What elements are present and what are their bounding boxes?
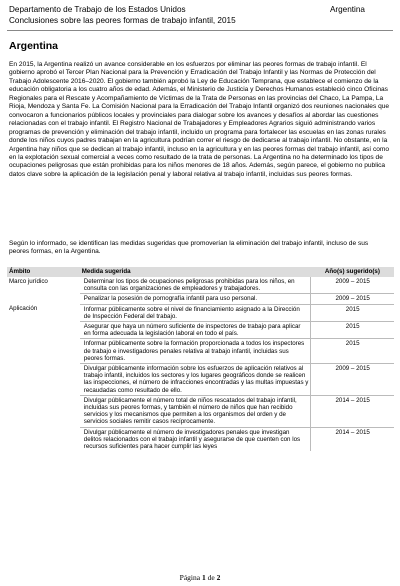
table-header-row [7,267,394,277]
header-report-title: Conclusiones sobre las peores formas de trabajo infantil, 2015 [9,16,236,25]
table-row [7,364,394,396]
row-area [7,364,80,396]
row-area [7,294,80,304]
row-measure: Divulgar públicamente información sobre los esfuerzos de aplicación relativos al trabajo infantil, incluidos los sectores y los lugares geográficos donde se realicen las inspecciones, el número de infracciones encontradas y las multas impuestas y recaudadas como resultado de ello. [80,364,311,396]
intro-paragraph: En 2015, la Argentina realizó un avance considerable en los esfuerzos por eliminar las peores formas de trabajo infantil. El gobierno aprobó el Tercer Plan Nacional para la Prevención y Erradicación del Trabajo Infantil y las Normas de Protección del Trabajo Adolescente 2016–2020. El gobierno también aprobó la Ley de Educación Temprana, que establece el comienzo de la educación obligatoria a los cuatro años de edad. Además, el Ministerio de Justicia y Derechos Humanos estableció cinco Oficinas Regionales para el Rescate y Acompañamiento de Víctimas de la Trata de Personas en las provincias del Chaco, La Pampa, La Rioja, Mendoza y Santa Fe. La Comisión Nacional para la Erradicación del Trabajo Infantil organizó dos reuniones nacionales que convocaron a funcionarios públicos locales y provinciales para dialogar sobre los avances y desafíos al abordar las cuestiones relacionadas con el trabajo infantil. El Registro Nacional de Trabajadores y Empleadores Agrarios siguió administrando varios programas de prevención y eliminación del trabajo infantil, incluido un programa para fortalecer las escuelas en las zonas rurales donde los niños cuyos padres trabajan en la agricultura podrían correr el riesgo de dedicarse al trabajo infantil. No obstante, en la Argentina hay niños que se dedican al trabajo infantil, incluso en la agricultura y en las peores formas del trabajo infantil, así como en la explotación sexual comercial a veces como resultado de la trata de personas. La Argentina no ha determinado los tipos de ocupaciones peligrosas que están prohibidas para los niños menores de 18 años. Además, según parece, el gobierno no publica datos clave sobre la aplicación de la legislación penal y laboral relativa al trabajo infantil, incluidas sus peores formas. [9,61,390,178]
row-years: 2009 – 2015 [335,278,370,285]
column-header-area: Ámbito [7,267,80,277]
table-row [7,339,394,364]
row-years: 2009 – 2015 [311,364,394,396]
row-years: 2014 – 2015 [311,395,394,427]
footer-page-word: Página [179,573,201,582]
row-area [7,339,80,364]
row-measure: Asegurar que haya un número suficiente de inspectores de trabajo para aplicar en forma adecuada la legislación laboral en todo el país. [80,322,311,339]
row-years: 2015 [311,322,394,339]
row-years: 2014 – 2015 [311,427,394,451]
row-area: Marco jurídico [9,278,48,285]
footer-of-word: de [207,573,215,582]
section-title: Argentina [9,40,59,52]
header-agency: Departamento de Trabajo de los Estados Unidos [9,5,186,14]
suggested-actions-table [7,267,394,451]
row-measure: Informar públicamente sobre el nivel de financiamiento asignado a la Dirección de Inspección Federal del trabajo. [80,304,311,321]
page-footer [0,573,400,582]
row-measure: Informar públicamente sobre la formación proporcionada a todos los inspectores de trabajo e investigadores penales relativa al trabajo infantil, incluidas sus peores formas. [80,339,311,364]
row-area [7,322,80,339]
row-measure: Penalizar la posesión de pornografía infantil para uso personal. [80,294,311,304]
header-country: Argentina [329,5,365,14]
column-header-years: Año(s) sugerido(s) [311,267,394,277]
table-row [7,277,394,294]
row-area [7,427,80,451]
row-area: Aplicación [9,305,38,313]
footer-page-number: 1 [201,573,206,582]
header-divider [7,30,393,31]
column-header-measure: Medida sugerida [80,267,311,277]
table-row [7,304,394,321]
row-years: 2015 [311,304,394,321]
row-area [7,395,80,427]
row-years: 2015 [311,339,394,364]
row-years: 2009 – 2015 [311,294,394,304]
row-measure: Divulgar públicamente el número de investigadores penales que investigan delitos relacionados con el trabajo infantil y asegurarse de que cuenten con los recursos suficientes para hacer cumplir las leyes [80,427,311,451]
table-row [7,427,394,451]
table-row [7,395,394,427]
footer-page-total: 2 [216,573,221,582]
row-measure: Divulgar públicamente el número total de niños rescatados del trabajo infantil, incluidas sus peores formas, y también el número de niños que han recibido servicios y los mecanismos que permiten a los organismos del orden y de servicios sociales remitir casos recíprocamente. [80,395,311,427]
lead-paragraph: Según lo informado, se identifican las medidas sugeridas que promoverían la eliminación del trabajo infantil, incluso de sus peores formas, en la Argentina. [9,240,369,256]
table-row [7,294,394,304]
page-header [9,4,391,26]
table-row [7,322,394,339]
row-measure: Determinar los tipos de ocupaciones peligrosas prohibidas para los niños, en consulta con las organizaciones de empleadores y trabajadores. [80,277,311,294]
